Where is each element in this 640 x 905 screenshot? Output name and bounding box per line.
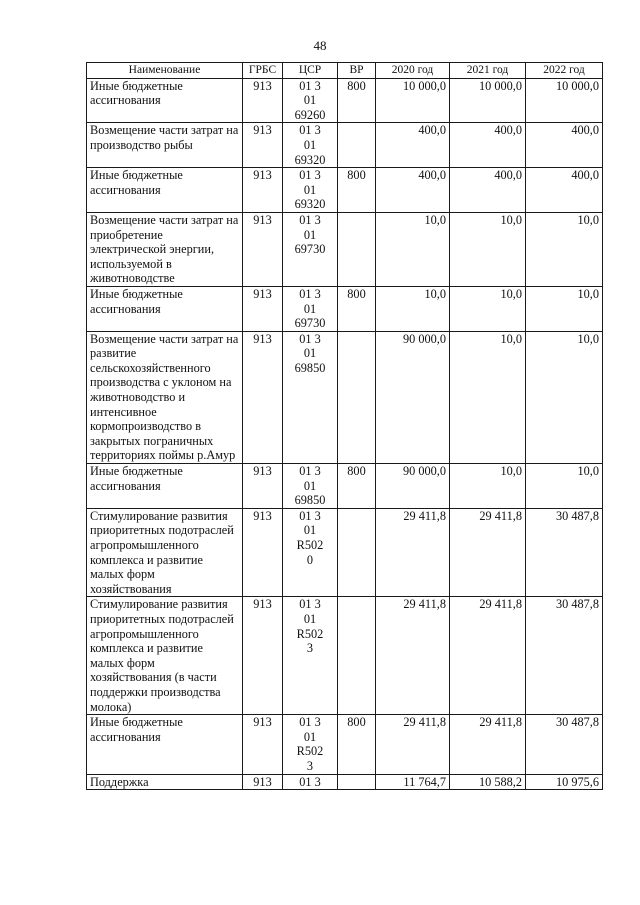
cell-name: Возмещение части затрат на приобретение электрической энергии, используемой в животноводстве (87, 212, 243, 286)
cell-name: Иные бюджетные ассигнования (87, 168, 243, 213)
cell-vr (338, 508, 376, 597)
cell-name: Поддержка (87, 774, 243, 790)
cell-grbs: 913 (243, 508, 283, 597)
cell-csr: 01 3 01 69320 (283, 168, 338, 213)
cell-vr (338, 123, 376, 168)
cell-grbs: 913 (243, 78, 283, 123)
page-number: 48 (313, 38, 327, 53)
table-row (87, 331, 603, 463)
cell-csr: 01 3 01 R502 0 (283, 508, 338, 597)
cell-csr: 01 3 01 69730 (283, 286, 338, 331)
header-2021: 2021 год (450, 63, 526, 79)
cell-csr: 01 3 01 R502 3 (283, 597, 338, 715)
cell-name: Иные бюджетные ассигнования (87, 286, 243, 331)
cell-2022: 30 487,8 (526, 597, 603, 715)
table-row (87, 123, 603, 168)
cell-2021: 29 411,8 (450, 508, 526, 597)
table-row (87, 168, 603, 213)
cell-grbs: 913 (243, 123, 283, 168)
cell-2021: 400,0 (450, 123, 526, 168)
cell-name: Иные бюджетные ассигнования (87, 78, 243, 123)
cell-grbs: 913 (243, 331, 283, 463)
table-row (87, 464, 603, 509)
cell-csr: 01 3 01 R502 3 (283, 715, 338, 774)
cell-vr: 800 (338, 168, 376, 213)
cell-vr: 800 (338, 286, 376, 331)
cell-name: Иные бюджетные ассигнования (87, 464, 243, 509)
cell-2022: 10 975,6 (526, 774, 603, 790)
cell-grbs: 913 (243, 715, 283, 774)
cell-csr: 01 3 01 69850 (283, 331, 338, 463)
cell-grbs: 913 (243, 464, 283, 509)
cell-2021: 10,0 (450, 286, 526, 331)
cell-grbs: 913 (243, 597, 283, 715)
cell-csr: 01 3 01 69850 (283, 464, 338, 509)
cell-name: Стимулирование развития приоритетных подотраслей агропромышленного комплекса и развитие малых форм хозяйствования (87, 508, 243, 597)
table-row (87, 286, 603, 331)
cell-2022: 10 000,0 (526, 78, 603, 123)
cell-2020: 90 000,0 (376, 464, 450, 509)
cell-grbs: 913 (243, 168, 283, 213)
cell-csr: 01 3 01 69320 (283, 123, 338, 168)
cell-2022: 10,0 (526, 286, 603, 331)
table-row (87, 774, 603, 790)
cell-2020: 11 764,7 (376, 774, 450, 790)
table-row (87, 508, 603, 597)
cell-vr: 800 (338, 715, 376, 774)
cell-2020: 400,0 (376, 168, 450, 213)
cell-2022: 10,0 (526, 331, 603, 463)
cell-name: Иные бюджетные ассигнования (87, 715, 243, 774)
table-row (87, 78, 603, 123)
cell-2021: 10 588,2 (450, 774, 526, 790)
cell-csr: 01 3 01 69260 (283, 78, 338, 123)
cell-vr (338, 331, 376, 463)
cell-csr: 01 3 01 69730 (283, 212, 338, 286)
table-header-row (87, 63, 603, 79)
cell-2020: 10 000,0 (376, 78, 450, 123)
cell-2022: 400,0 (526, 168, 603, 213)
cell-grbs: 913 (243, 774, 283, 790)
cell-2022: 30 487,8 (526, 715, 603, 774)
cell-name: Возмещение части затрат на развитие сельскохозяйственного производства с уклоном на животноводство и интенсивное кормопроизводство в закрытых пограничных территориях поймы р.Амур (87, 331, 243, 463)
cell-name: Возмещение части затрат на производство рыбы (87, 123, 243, 168)
cell-2022: 30 487,8 (526, 508, 603, 597)
table-row (87, 715, 603, 774)
table-row (87, 597, 603, 715)
cell-name: Стимулирование развития приоритетных подотраслей агропромышленного комплекса и развитие малых форм хозяйствования (в части поддержки производства молока) (87, 597, 243, 715)
cell-2022: 10,0 (526, 464, 603, 509)
cell-2020: 29 411,8 (376, 508, 450, 597)
budget-table (86, 62, 603, 790)
cell-vr (338, 212, 376, 286)
cell-2020: 29 411,8 (376, 597, 450, 715)
header-vr: ВР (338, 63, 376, 79)
cell-2021: 29 411,8 (450, 715, 526, 774)
header-csr: ЦСР (283, 63, 338, 79)
table-body (87, 78, 603, 790)
header-name: Наименование (87, 63, 243, 79)
cell-2022: 400,0 (526, 123, 603, 168)
cell-2021: 10 000,0 (450, 78, 526, 123)
cell-2021: 10,0 (450, 331, 526, 463)
cell-vr (338, 774, 376, 790)
cell-2022: 10,0 (526, 212, 603, 286)
cell-grbs: 913 (243, 212, 283, 286)
cell-csr: 01 3 (283, 774, 338, 790)
header-2022: 2022 год (526, 63, 603, 79)
cell-2021: 10,0 (450, 464, 526, 509)
cell-vr: 800 (338, 78, 376, 123)
cell-2020: 400,0 (376, 123, 450, 168)
cell-2020: 10,0 (376, 212, 450, 286)
table-row (87, 212, 603, 286)
header-grbs: ГРБС (243, 63, 283, 79)
cell-grbs: 913 (243, 286, 283, 331)
cell-2021: 10,0 (450, 212, 526, 286)
cell-vr: 800 (338, 464, 376, 509)
header-2020: 2020 год (376, 63, 450, 79)
cell-2021: 29 411,8 (450, 597, 526, 715)
cell-2021: 400,0 (450, 168, 526, 213)
cell-2020: 29 411,8 (376, 715, 450, 774)
cell-2020: 90 000,0 (376, 331, 450, 463)
cell-2020: 10,0 (376, 286, 450, 331)
cell-vr (338, 597, 376, 715)
